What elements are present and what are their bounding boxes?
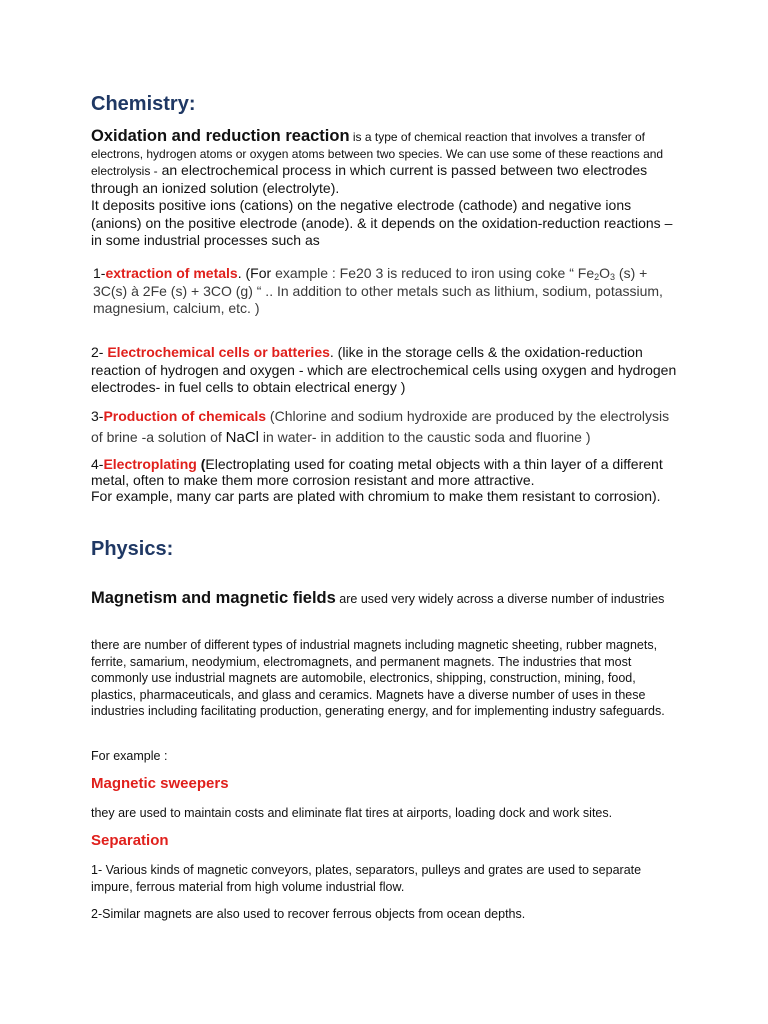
- magnetism-title: Magnetism and magnetic fields: [91, 589, 336, 607]
- item1-text-b: example : Fe20 3 is reduced to iron using coke “ Fe: [275, 265, 595, 281]
- item1-number: 1-: [93, 265, 106, 281]
- chemistry-heading: Chemistry:: [91, 93, 196, 115]
- item1-title: extraction of metals: [105, 265, 238, 281]
- chemistry-intro: [91, 128, 681, 250]
- separation-item-1: 1- Various kinds of magnetic conveyors, plates, separators, pulleys and grates are used to separate impure, ferrous material from high volume industrial flow.: [91, 863, 642, 894]
- magnetic-sweepers-text: they are used to maintain costs and eliminate flat tires at airports, loading dock and work sites.: [91, 806, 613, 820]
- item1-text-a: . (For: [237, 265, 276, 281]
- item2-title: Electrochemical cells or batteries: [107, 344, 330, 360]
- intro-small-text: is a type of chemical reaction that involves a transfer of electrons, hydrogen atoms or oxygen atoms between two species. We can use some of these reactions and electrolysis -: [91, 130, 664, 178]
- oxidation-reduction-title: Oxidation and reduction reaction: [91, 127, 350, 145]
- magnetism-lead-rest: are used very widely across a diverse number of industries: [335, 592, 665, 606]
- for-example-label: For example :: [91, 749, 168, 763]
- separation-item-2: 2-Similar magnets are also used to recover ferrous objects from ocean depths.: [91, 907, 526, 921]
- item3-text-b: in water- in addition to the caustic soda and fluorine ): [258, 429, 591, 445]
- item1-sub-2: 2: [594, 272, 600, 282]
- item4-text-b: For example, many car parts are plated with chromium to make them resistant to corrosion).: [91, 488, 661, 504]
- physics-heading: Physics:: [91, 538, 174, 560]
- item3-nacl: NaCl: [225, 429, 259, 446]
- item4-text-a: Electroplating used for coating metal objects with a thin layer of a different metal, often to make them more corrosion resistant and more attractive.: [91, 456, 663, 488]
- item2-number: 2-: [91, 344, 108, 360]
- intro-med-text: an electrochemical process in which current is passed between two electrodes through an ionized solution (electrolyte).: [91, 162, 648, 196]
- magnetism-intro: [91, 589, 681, 608]
- item2-text: . (like in the storage cells & the oxidation-reduction reaction of hydrogen and oxygen - which are electrochemical cells using oxygen and hydrogen electrodes- in fuel cells to obtain electrical energy ): [91, 344, 677, 395]
- item3-text-a: (Chlorine and sodium hydroxide are produced by the electrolysis of brine -a solution of: [91, 408, 670, 445]
- item4-title: Electroplating: [103, 456, 197, 472]
- item-production-of-chemicals: [91, 406, 681, 448]
- item3-title: Production of chemicals: [103, 408, 267, 424]
- item-electrochemical-cells: [91, 344, 681, 397]
- intro-continued: It deposits positive ions (cations) on the negative electrode (cathode) and negative ions (anions) on the positive electrode (anode). & it depends on the oxidation-reduction reactions – in some industrial processes such as: [91, 197, 673, 248]
- item3-number: 3-: [91, 408, 104, 424]
- item4-number: 4-: [91, 456, 104, 472]
- magnets-paragraph: there are number of different types of industrial magnets including magnetic sheeting, rubber magnets, ferrite, samarium, neodymium, electromagnets, and permanent magnets. The industries that most commonly use industrial magnets are automobile, electronics, shipping, construction, mining, food, plastics, pharmaceuticals, and glass and ceramics. Magnets have a diverse number of uses in these industries including facilitating production, generating energy, and for implementing industry safeguards.: [91, 638, 665, 718]
- separation-heading: Separation: [91, 832, 169, 849]
- item-extraction-of-metals: [91, 265, 683, 318]
- item-electroplating: [91, 456, 681, 504]
- item1-sub-3: 3: [610, 272, 616, 282]
- item4-paren: (: [196, 456, 206, 472]
- item1-text-c: O: [599, 265, 611, 281]
- magnetic-sweepers-heading: Magnetic sweepers: [91, 775, 229, 792]
- item1-text-d: (s) + 3C(s) à 2Fe (s) + 3CO (g) “ .. In addition to other metals such as lithium, sodium, potassium, magnesium, calcium, etc. ): [93, 265, 663, 316]
